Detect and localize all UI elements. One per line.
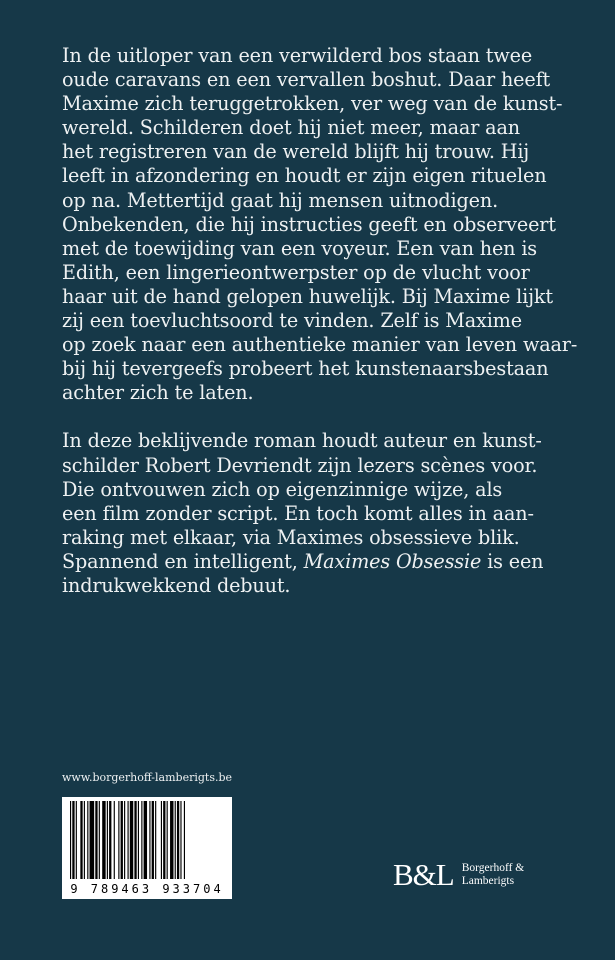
blurb-line: het registreren van de wereld blijft hij trouw. Hij: [62, 140, 530, 164]
line-suffix: is een: [481, 549, 544, 573]
blurb-line: een film zonder script. En toch komt alles in aan-: [62, 501, 534, 525]
barcode-bar: [114, 801, 115, 879]
blurb-line: Edith, een lingerieontwerpster op de vlucht voor: [62, 260, 530, 284]
publisher-name-line: Lamberigts: [461, 875, 515, 887]
blurb-line: op zoek naar een authentieke manier van leven waar-: [62, 333, 578, 357]
barcode-bar: [144, 801, 147, 879]
barcode-bar: [141, 801, 142, 879]
barcode-bar: [175, 801, 176, 879]
barcode-bar: [138, 801, 139, 879]
blurb-paragraph-2: [62, 429, 562, 598]
barcode-bar: [87, 801, 88, 879]
blurb-line: oude caravans en een vervallen boshut. Daar heeft: [62, 68, 551, 92]
barcode-bar: [121, 801, 123, 879]
barcode-bar: [167, 801, 168, 879]
publisher-website: www.borgerhoff-lamberigts.be: [62, 771, 233, 784]
blurb-line: achter zich te laten.: [62, 381, 254, 405]
blurb-line-with-title: [62, 550, 562, 574]
blurb-line: raking met elkaar, via Maximes obsessieve blik.: [62, 525, 520, 549]
barcode-bar: [72, 801, 74, 879]
barcode-bar: [128, 801, 129, 879]
blurb-line: Maxime zich teruggetrokken, ver weg van de kunst-: [62, 92, 563, 116]
barcode-bar: [102, 801, 105, 879]
barcode-bar: [161, 801, 162, 879]
barcode-bar: [130, 801, 133, 879]
barcode-bar: [76, 801, 77, 879]
isbn-number: 9 789463 933704: [70, 882, 224, 896]
blurb-line: met de toewijding van een voyeur. Een van hen is: [62, 236, 537, 260]
barcode-bar: [177, 801, 179, 879]
barcode-bar: [109, 801, 111, 879]
blurb-line: zij een toevluchtsoord te vinden. Zelf is Maxime: [62, 309, 522, 333]
barcode-bar: [107, 801, 108, 879]
blurb-line: schilder Robert Devriendt zijn lezers scènes voor.: [62, 453, 538, 477]
blurb-line: In deze beklijvende roman houdt auteur en kunst-: [62, 429, 542, 453]
blurb-line: bij hij tevergeefs probeert het kunstenaarsbestaan: [62, 357, 549, 381]
publisher-logo: [393, 857, 524, 893]
barcode-bar: [134, 801, 136, 879]
paragraph-gap: [62, 405, 562, 429]
blurb-line: Die ontvouwen zich op eigenzinnige wijze, als: [62, 477, 503, 501]
blurb-line: op na. Mettertijd gaat hij mensen uitnodigen.: [62, 188, 499, 212]
barcode-bar: [184, 801, 185, 879]
blurb-line: Onbekenden, die hij instructies geeft en observeert: [62, 212, 556, 236]
barcode-bar: [90, 801, 95, 879]
barcode-bar: [152, 801, 154, 879]
barcode-bar: [180, 801, 181, 879]
barcode-bar: [118, 801, 119, 879]
barcode-bar: [155, 801, 156, 879]
blurb-line: haar uit de hand gelopen huwelijk. Bij Maxime lijkt: [62, 284, 553, 308]
publisher-name: [462, 862, 525, 888]
blurb-line: leeft in afzondering en houdt er zijn eigen rituelen: [62, 164, 547, 188]
blurb-paragraph-1: [62, 44, 578, 405]
blurb-line: wereld. Schilderen doet hij niet meer, maar aan: [62, 116, 520, 140]
barcode-bar: [99, 801, 100, 879]
barcode-bar: [149, 801, 150, 879]
barcode-bar: [80, 801, 82, 879]
barcode-bar: [95, 801, 97, 879]
isbn-barcode: [62, 797, 232, 899]
publisher-logo-mark: B&L: [393, 857, 454, 892]
barcode-bar: [170, 801, 173, 879]
book-title: Maximes Obsessie: [303, 549, 482, 573]
blurb-line: In de uitloper van een verwilderd bos staan twee: [62, 44, 533, 67]
blurb-line: indrukwekkend debuut.: [62, 573, 291, 597]
barcode-bar: [163, 801, 165, 879]
barcode-bar: [124, 801, 125, 879]
line-prefix: Spannend en intelligent,: [62, 549, 304, 573]
back-cover-blurb: [62, 44, 578, 598]
barcode-bar: [84, 801, 85, 879]
barcode-bar: [70, 801, 71, 879]
publisher-name-line: Borgerhoff &: [461, 862, 525, 874]
